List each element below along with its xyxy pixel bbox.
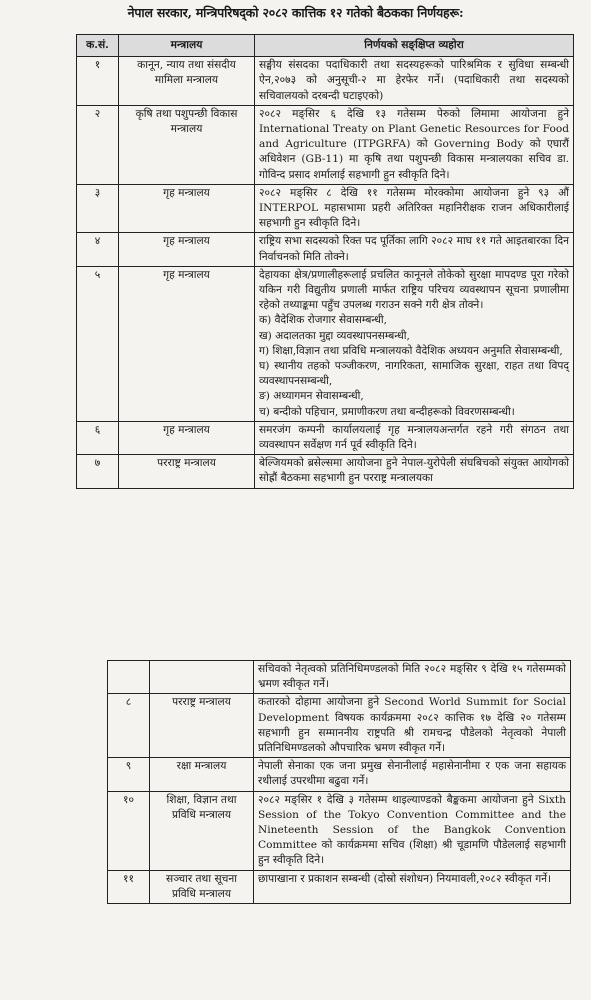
document-title: नेपाल सरकार, मन्त्रिपरिषद्को २०८२ कात्तिक १२ गतेको बैठकका निर्णयहरू:	[127, 5, 464, 20]
row-decision	[255, 455, 574, 488]
row-ministry: कानून, न्याय तथा संसदीय मामिला मन्त्रालय	[119, 57, 255, 106]
table-header-row	[77, 35, 574, 57]
row-serial: ३	[77, 184, 119, 233]
row-serial: २	[77, 105, 119, 184]
row-decision	[255, 184, 574, 233]
table-row	[108, 758, 571, 791]
row-serial: १०	[108, 791, 150, 870]
table-row	[108, 791, 571, 870]
row-serial	[108, 661, 150, 694]
decision-sub-item: घ) स्थानीय तहको पञ्जीकरण, नागरिकता, सामाजिक सुरक्षा, राहत तथा विपद् व्यवस्थापनसम्बन्धी,	[259, 360, 569, 388]
row-decision	[254, 791, 571, 870]
decision-sub-item: क) वैदेशिक रोजगार सेवासम्बन्धी,	[259, 314, 387, 327]
row-serial: ४	[77, 233, 119, 266]
row-decision	[255, 233, 574, 266]
row-serial: ९	[108, 758, 150, 791]
row-decision	[255, 57, 574, 106]
header-ministry: मन्त्रालय	[119, 35, 255, 57]
decision-text: देहायका क्षेत्र/प्रणालीहरूलाई प्रचलित कानूनले तोकेको सुरक्षा मापदण्ड पूरा गरेको यकिन गरी विद्युतीय प्रणाली मार्फत राष्ट्रिय परिचय व्यवस्थापन सूचना प्रणालीमा रहेको तथ्याङ्कमा पहुँच उपलब्ध गराउन सक्ने गरी क्षेत्र तोक्ने।	[259, 268, 569, 312]
row-decision	[254, 758, 571, 791]
decision-text: कतारको दोहामा आयोजना हुने Second World Summit for Social Development विषयक कार्यक्रममा २०८२ कात्तिक १७ देखि २० गतेसम्म सहभागी हुन सम्माननीय राष्ट्रपति श्री रामचन्द्र पौडेलको नेतृत्वको नेपाली प्रतिनिधिमण्डलको औपचारिक भ्रमण स्वीकृत गर्ने।	[258, 696, 566, 755]
decision-sub-item: ङ) अध्यागमन सेवासम्बन्धी,	[259, 390, 364, 403]
table-row	[77, 57, 574, 106]
decisions-table	[76, 34, 574, 489]
row-ministry: शिक्षा, विज्ञान तथा प्रविधि मन्त्रालय	[150, 791, 254, 870]
row-ministry	[150, 661, 254, 694]
row-decision	[254, 661, 571, 694]
row-ministry: कृषि तथा पशुपन्छी विकास मन्त्रालय	[119, 105, 255, 184]
table-row	[77, 233, 574, 266]
decision-text: छापाखाना र प्रकाशन सम्बन्धी (दोस्रो संशोधन) नियमावली,२०८२ स्वीकृत गर्ने।	[258, 872, 552, 885]
header-decision: निर्णयको सङ्क्षिप्त व्यहोरा	[255, 35, 574, 57]
decision-sub-item: च) बन्दीको पहिचान, प्रमाणीकरण तथा बन्दीहरूको विवरणसम्बन्धी।	[259, 405, 515, 418]
decision-sub-item: ख) अदालतका मुद्दा व्यवस्थापनसम्बन्धी,	[259, 329, 410, 342]
table-row	[108, 870, 571, 903]
decisions-table-continued	[107, 660, 571, 904]
row-serial: ७	[77, 455, 119, 488]
row-serial: ११	[108, 870, 150, 903]
row-serial: १	[77, 57, 119, 106]
table-row	[108, 661, 571, 694]
row-ministry: रक्षा मन्त्रालय	[150, 758, 254, 791]
decision-text: २०८२ मङ्सिर ६ देखि १३ गतेसम्म पेरुको लिमामा आयोजना हुने International Treaty on Plant Genetic Resources for Food and Agriculture (ITPGRFA) को Governing Body को एघारौं अधिवेशन (GB-11) मा कृषि तथा पशुपन्छी विकास मन्त्रालयका सचिव डा. गोविन्द प्रसाद शर्मालाई सहभागी हुन स्वीकृति दिने।	[259, 107, 569, 181]
decision-text: सङ्घीय संसदका पदाधिकारी तथा सदस्यहरूको पारिश्रमिक र सुविधा सम्बन्धी ऐन,२०७३ को अनुसूची-२ मा हेरफेर गर्ने। (पदाधिकारी तथा सदस्यको सचिवालयको दरबन्दी घटाइएको)	[259, 59, 569, 102]
row-decision	[254, 870, 571, 903]
row-decision	[255, 421, 574, 454]
table-row	[108, 694, 571, 758]
table-row	[77, 421, 574, 454]
row-ministry: परराष्ट्र मन्त्रालय	[119, 455, 255, 488]
row-decision	[255, 266, 574, 421]
decision-text: समरजंग कम्पनी कार्यालयलाई गृह मन्त्रालयअन्तर्गत रहने गरी संगठन तथा व्यवस्थापन सर्वेक्षण गर्न पूर्व स्वीकृति दिने।	[259, 423, 569, 452]
row-decision	[254, 694, 571, 758]
row-serial: ६	[77, 421, 119, 454]
header-serial: क.सं.	[77, 35, 119, 57]
decision-text: सचिवको नेतृत्वको प्रतिनिधिमण्डलको मिति २०८२ मङ्सिर ९ देखि १५ गतेसम्मको भ्रमण स्वीकृत गर्ने।	[258, 663, 566, 691]
table-row	[77, 266, 574, 421]
decision-text: राष्ट्रिय सभा सदस्यको रिक्त पद पूर्तिका लागि २०८२ माघ ११ गते आइतबारका दिन निर्वाचनको मिति तोक्ने।	[259, 235, 569, 263]
row-decision	[255, 105, 574, 184]
row-ministry: परराष्ट्र मन्त्रालय	[150, 694, 254, 758]
table-row	[77, 105, 574, 184]
row-serial: ५	[77, 266, 119, 421]
row-serial: ८	[108, 694, 150, 758]
table-row	[77, 455, 574, 488]
decision-text: २०८२ मङ्सिर १ देखि ३ गतेसम्म थाइल्याण्डको बैङ्ककमा आयोजना हुने Sixth Session of the Tokyo Convention Committee and the Nineteenth Session of the Bangkok Convention Committee को कार्यक्रममा सचिव (शिक्षा) श्री चूडामणि पौडेललाई सहभागी हुन स्वीकृति दिने।	[258, 793, 566, 867]
decision-sub-item: ग) शिक्षा,विज्ञान तथा प्रविधि मन्त्रालयको वैदेशिक अध्ययन अनुमति सेवासम्बन्धी,	[259, 344, 563, 357]
row-ministry: गृह मन्त्रालय	[119, 233, 255, 266]
row-ministry: सञ्चार तथा सूचना प्रविधि मन्त्रालय	[150, 870, 254, 903]
decision-text: २०८२ मङ्सिर ८ देखि ११ गतेसम्म मोरक्कोमा आयोजना हुने ९३ औं INTERPOL महासभामा प्रहरी अतिरिक्त महानिरीक्षक राजन अधिकारीलाई सहभागी हुन स्वीकृति दिने।	[259, 186, 569, 230]
row-ministry: गृह मन्त्रालय	[119, 266, 255, 421]
decision-text: नेपाली सेनाका एक जना प्रमुख सेनानीलाई महासेनानीमा र एक जना सहायक रथीलाई उपरथीमा बढुवा गर्ने।	[258, 760, 566, 788]
decision-text: बेल्जियमको ब्रसेल्समा आयोजना हुने नेपाल-युरोपेली संघबिचको संयुक्त आयोगको सोह्रौं बैठकमा सहभागी हुन परराष्ट्र मन्त्रालयका	[259, 457, 569, 485]
row-ministry: गृह मन्त्रालय	[119, 421, 255, 454]
table-row	[77, 184, 574, 233]
row-ministry: गृह मन्त्रालय	[119, 184, 255, 233]
